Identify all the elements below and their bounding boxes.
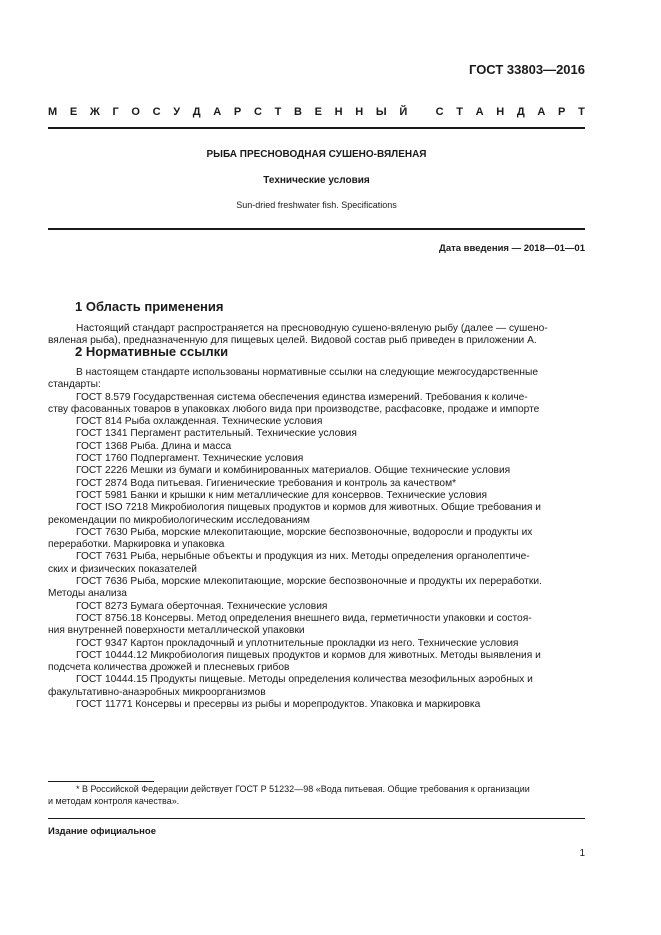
heading-letter: Г	[112, 106, 119, 118]
heading-letter: Т	[456, 106, 463, 118]
heading-letter: Т	[274, 106, 282, 118]
footnote	[48, 784, 585, 807]
heading-letter: Н	[334, 106, 343, 118]
reference-line: ния внутренней поверхности металлической упаковки	[48, 625, 305, 637]
reference-line: ГОСТ 1760 Подпергамент. Технические условия	[76, 453, 304, 465]
heading-letter: Ж	[89, 106, 100, 118]
reference-line: ГОСТ 9347 Картон прокладочный и уплотнительные прокладки из него. Технические условия	[76, 637, 519, 649]
heading-letter: А	[475, 106, 484, 118]
reference-line: ГОСТ 814 Рыба охлажденная. Технические условия	[76, 416, 323, 428]
heading-letter: О	[131, 106, 140, 118]
footnote-line: * В Российской Федерации действует ГОСТ Р 51232—98 «Вода питьевая. Общие требования к организации	[76, 784, 530, 794]
heading-letter: Й	[399, 106, 408, 118]
heading-letter: Е	[314, 106, 322, 118]
reference-line: ГОСТ 7631 Рыба, нерыбные объекты и продукция из них. Методы определения органолептиче-	[76, 551, 530, 563]
section-2-references	[48, 367, 585, 711]
reference-line: ГОСТ 2874 Вода питьевая. Гигиенические требования и контроль за качеством*	[76, 477, 457, 489]
document-title: РЫБА ПРЕСНОВОДНАЯ СУШЕНО-ВЯЛЕНАЯ	[206, 149, 427, 160]
heading-letter: Е	[69, 106, 78, 118]
heading-letter: Р	[233, 106, 242, 118]
heading-letter: С	[253, 106, 262, 118]
footnote-line: и методам контроля качества».	[48, 795, 180, 806]
reference-line: ГОСТ 8756.18 Консервы. Метод определения внешнего вида, герметичности упаковки и состоя-	[76, 612, 532, 624]
reference-line: ству фасованных товаров в упаковках любого вида при производстве, расфасовке, продаже и импорте	[48, 403, 540, 415]
heading-letter: А	[213, 106, 222, 118]
heading-letter: Д	[516, 106, 525, 118]
edition-label: Издание официальное	[48, 826, 156, 837]
document-title-english: Sun-dried freshwater fish. Specifications	[236, 200, 397, 210]
interstate-standard-heading	[48, 106, 585, 118]
reference-line: ГОСТ 8273 Бумага оберточная. Технические условия	[76, 600, 328, 612]
document-subtitle: Технические условия	[263, 175, 370, 186]
reference-line: переработки. Маркировка и упаковка	[48, 539, 225, 551]
heading-letter: Д	[192, 106, 201, 118]
heading-letter: Н	[496, 106, 505, 118]
reference-line: ГОСТ 2226 Мешки из бумаги и комбинированных материалов. Общие технические условия	[76, 465, 511, 477]
reference-line: ских и физических показателей	[48, 563, 197, 575]
standard-number: ГОСТ 33803—2016	[469, 62, 585, 77]
reference-line: ГОСТ 7636 Рыба, морские млекопитающие, морские беспозвоночные и продукты их переработки.	[76, 576, 542, 588]
title-rule	[48, 228, 585, 230]
footnote-rule	[48, 781, 154, 782]
reference-line: ГОСТ 10444.12 Микробиология пищевых продуктов и кормов для животных. Методы выявления и	[76, 649, 541, 661]
reference-line: ГОСТ ISO 7218 Микробиология пищевых продуктов и кормов для животных. Общие требования и	[76, 502, 541, 514]
heading-letter: Ы	[375, 106, 387, 118]
heading-word-gap	[420, 106, 423, 118]
heading-letter: Т	[578, 106, 585, 118]
heading-letter: С	[435, 106, 444, 118]
bottom-rule	[48, 818, 585, 819]
reference-line: ГОСТ 1368 Рыба. Длина и масса	[76, 440, 232, 452]
introduction-date: Дата введения — 2018—01—01	[439, 243, 585, 254]
top-rule	[48, 127, 585, 129]
reference-line: ГОСТ 11771 Консервы и пресервы из рыбы и морепродуктов. Упаковка и маркировка	[76, 699, 481, 711]
reference-line: В настоящем стандарте использованы нормативные ссылки на следующие межгосударственные	[76, 367, 539, 378]
text-line: вяленая рыба), предназначенную для пищевых целей. Видовой состав рыб приведен в приложении А.	[48, 335, 537, 347]
heading-letter: А	[537, 106, 546, 118]
page-number: 1	[579, 848, 585, 859]
heading-letter: С	[152, 106, 161, 118]
heading-letter: В	[293, 106, 302, 118]
reference-line: Методы анализа	[48, 588, 127, 600]
text-line: Настоящий стандарт распространяется на пресноводную сушено-вяленую рыбу (далее — сушено-	[76, 323, 548, 334]
reference-line: рекомендации по микробиологическим исследованиям	[48, 514, 310, 526]
section-2-heading: 2 Нормативные ссылки	[75, 344, 229, 359]
reference-line: факультативно-анаэробных микроорганизмов	[48, 686, 266, 698]
section-1-heading: 1 Область применения	[75, 299, 224, 314]
reference-line: ГОСТ 8.579 Государственная система обеспечения единства измерений. Требования к количе-	[76, 391, 528, 403]
heading-letter: У	[173, 106, 181, 118]
reference-line: подсчета количества дрожжей и плесневых грибов	[48, 662, 290, 674]
heading-letter: Р	[558, 106, 566, 118]
reference-line: ГОСТ 1341 Пергамент растительный. Технические условия	[76, 428, 357, 440]
reference-line: стандарты:	[48, 379, 101, 391]
reference-line: ГОСТ 7630 Рыба, морские млекопитающие, морские беспозвоночные, водоросли и продукты их	[76, 526, 533, 538]
heading-letter: Н	[355, 106, 364, 118]
reference-line: ГОСТ 10444.15 Продукты пищевые. Методы определения количества мезофильных аэробных и	[76, 674, 533, 686]
heading-letter: М	[48, 106, 58, 118]
reference-line: ГОСТ 5981 Банки и крышки к ним металлические для консервов. Технические условия	[76, 489, 487, 501]
